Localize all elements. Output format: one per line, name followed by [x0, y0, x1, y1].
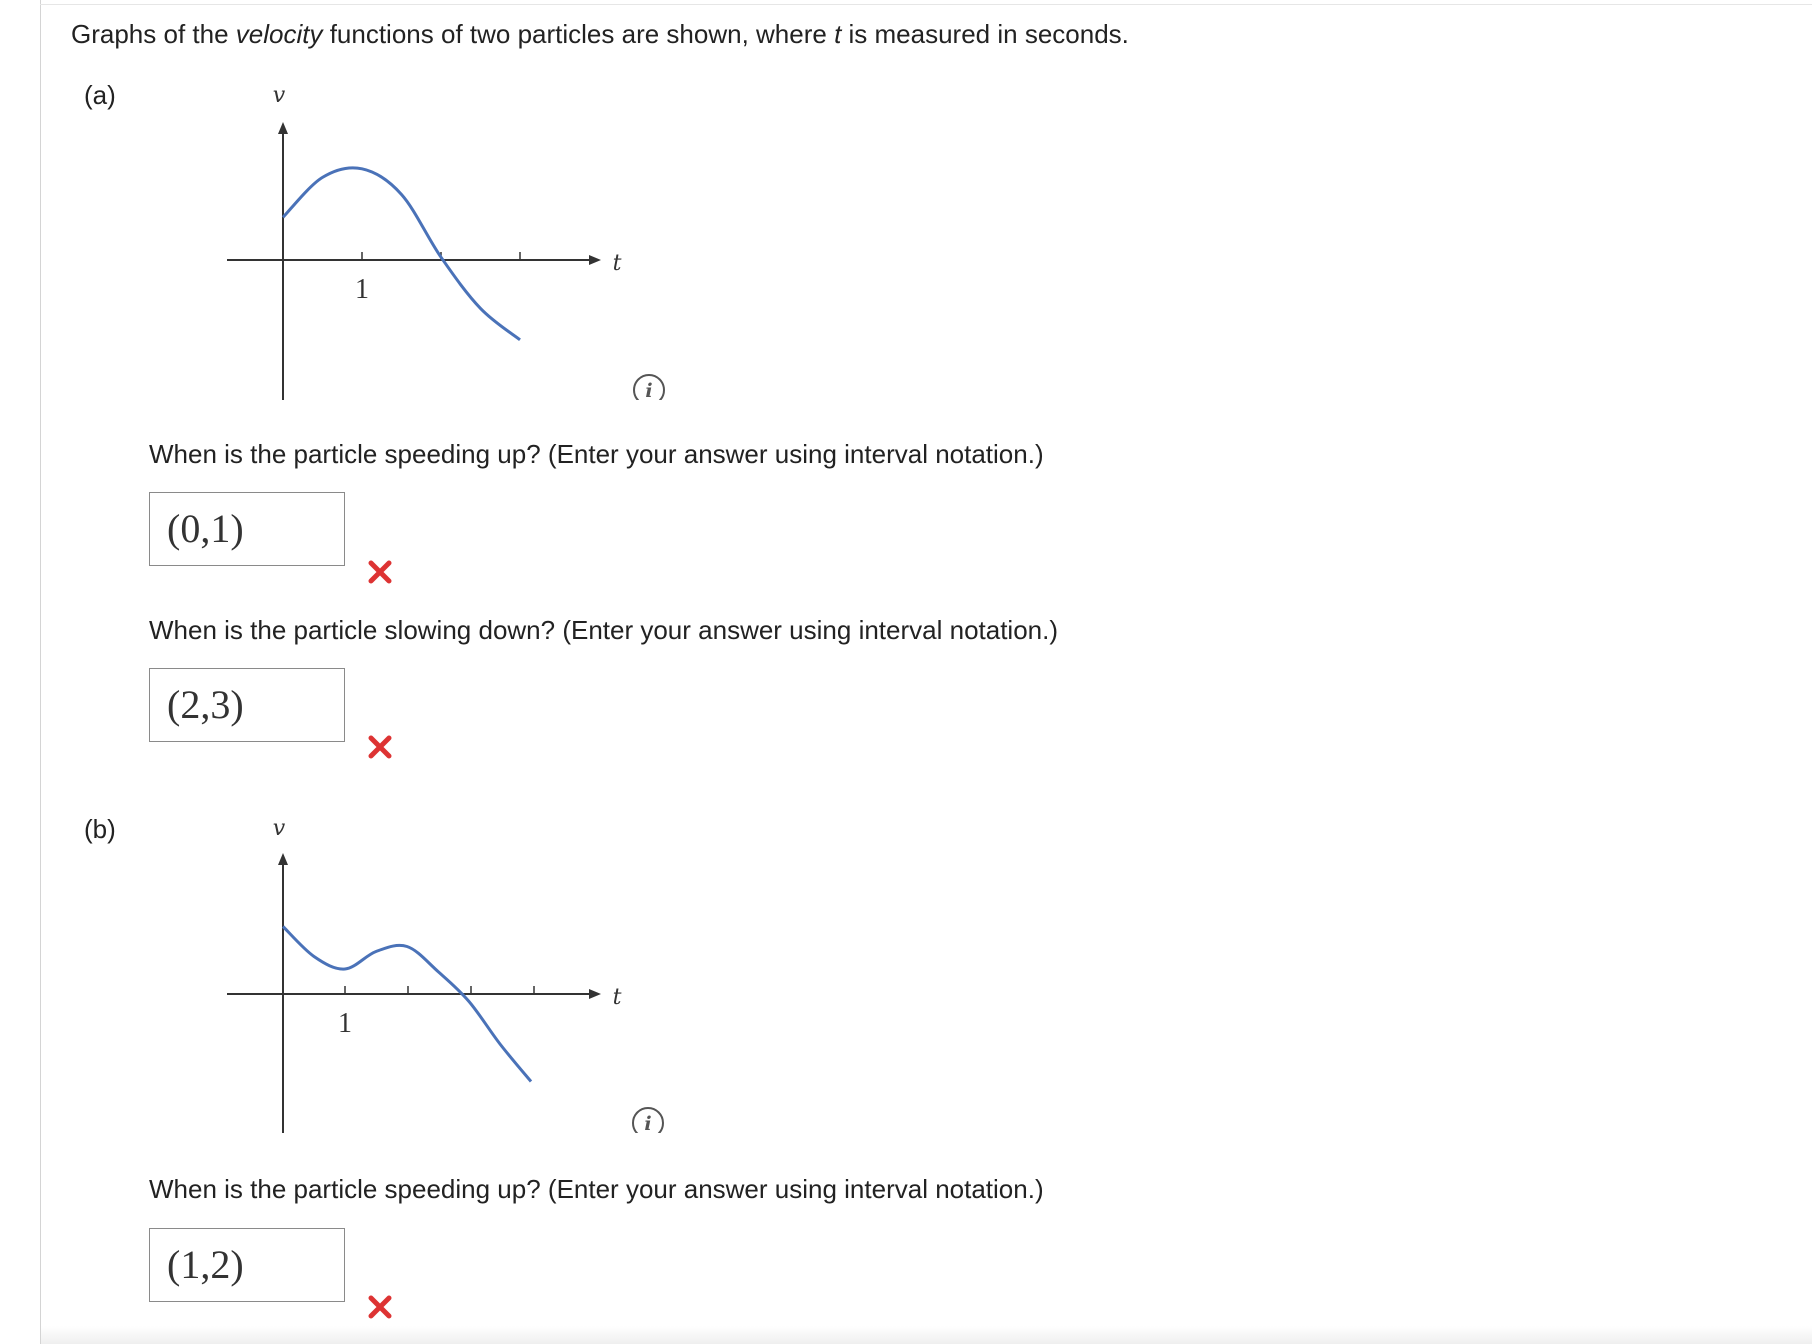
intro-text-1: Graphs of the: [71, 19, 236, 49]
tick-label-1: 1: [338, 1008, 352, 1039]
wrong-x-icon: [366, 1293, 394, 1321]
page-bottom-shade: [41, 1326, 1812, 1344]
t-axis-arrowhead: [589, 255, 601, 265]
v-axis-arrowhead: [278, 853, 288, 865]
t-axis-label: t: [612, 251, 622, 276]
velocity-graph-a: [215, 80, 675, 400]
v-axis-arrowhead: [278, 122, 288, 134]
velocity-curve: [283, 168, 520, 340]
info-circle-icon: [634, 375, 664, 400]
question-a1-text: When is the particle speeding up? (Enter your answer using interval notation.): [149, 439, 1044, 469]
v-axis-label: v: [272, 83, 286, 108]
part-b-label: (b): [84, 814, 116, 844]
page-left-border: [40, 0, 41, 1344]
answer-a1-input[interactable]: (0,1): [149, 492, 345, 566]
answer-a2-input[interactable]: (2,3): [149, 668, 345, 742]
velocity-graph-b: [215, 813, 675, 1133]
intro-velocity-word: velocity: [235, 19, 323, 49]
intro-t-variable: t: [834, 19, 842, 49]
svg-text:i: i: [644, 1113, 652, 1133]
question-b1-text: When is the particle speeding up? (Enter your answer using interval notation.): [149, 1174, 1044, 1204]
wrong-x-icon: [366, 558, 394, 586]
wrong-x-icon: [366, 733, 394, 761]
velocity-curve: [283, 927, 531, 1082]
page-top-border: [40, 4, 1812, 5]
part-a-label: (a): [84, 80, 116, 110]
answer-b1-input[interactable]: (1,2): [149, 1228, 345, 1302]
tick-label-1: 1: [355, 274, 369, 305]
intro-text-3: is measured in seconds.: [841, 19, 1129, 49]
t-axis-label: t: [612, 985, 622, 1010]
svg-text:i: i: [645, 380, 653, 400]
intro-text-2: functions of two particles are shown, where: [322, 19, 835, 49]
info-circle-icon: [633, 1108, 663, 1133]
question-a2-text: When is the particle slowing down? (Enter your answer using interval notation.): [149, 615, 1059, 645]
v-axis-label: v: [272, 816, 286, 841]
problem-statement: [71, 17, 1129, 51]
t-axis-arrowhead: [589, 989, 601, 999]
